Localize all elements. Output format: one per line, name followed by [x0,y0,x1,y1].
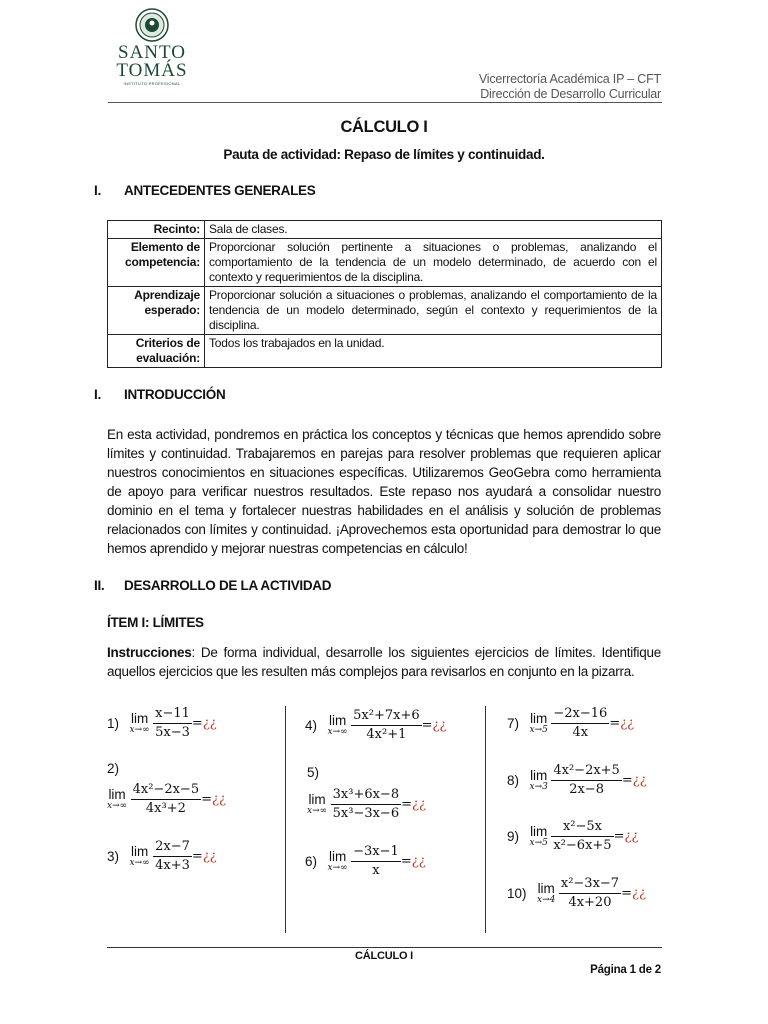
footer-title: CÁLCULO I [354,950,414,962]
limit-operator [530,769,548,792]
item-title: ÍTEM I: LÍMITES [107,615,204,630]
table-label: Aprendizaje esperado: [108,287,205,335]
lim-text: lim [130,711,149,726]
equals-sign: = [609,716,621,731]
limit-subscript: x→∞ [327,863,348,873]
table-label: Recinto: [108,221,205,239]
table-value: Proporcionar solución pertinente a situaciones o problemas, analizando el comportamiento de la tendencia de un modelo determinado, de acuerdo con el contexto y requerimientos de la disciplina. [205,239,662,287]
footer-divider [107,947,662,948]
logo-name-line2: TOMÁS [116,60,188,81]
section-label: INTRODUCCIÓN [124,387,226,402]
denominator: 4x+3 [155,858,190,873]
fraction [153,705,192,742]
instructions-label: Instrucciones [107,645,192,660]
fraction [551,705,609,742]
equals-sign: = [400,854,412,869]
equals-sign: = [191,716,203,731]
lim-text: lim [108,787,126,802]
institution-logo [104,8,200,104]
exercise-7 [507,705,634,742]
table-row [108,287,662,335]
fraction [559,875,621,912]
exercise-6 [305,843,426,880]
answer-placeholder: ¿¿ [411,854,426,869]
page-subtitle: Pauta de actividad: Repaso de límites y continuidad. [223,147,545,162]
limit-operator [130,712,150,735]
table-label: Elemento de competencia: [108,239,205,287]
equals-sign: = [191,849,203,864]
header-office-line1: Vicerrectoría Académica IP – CFT [478,72,661,86]
answer-placeholder: ¿¿ [202,716,217,731]
limit-subscript: x→5 [529,838,548,848]
limit-subscript: x→5 [529,725,548,735]
limit-subscript: x→∞ [307,806,328,816]
answer-placeholder: ¿¿ [432,718,447,733]
denominator: 5x−3 [155,725,190,740]
equals-sign: = [421,718,433,733]
page-title: CÁLCULO I [340,118,428,136]
equals-sign: = [621,886,632,901]
denominator: 4x+20 [568,895,612,910]
header-office-line2: Dirección de Desarrollo Curricular [480,87,661,101]
exercise-number: 2) [107,761,120,776]
denominator: 4x²+1 [366,727,407,742]
exercise-number: 9) [507,829,520,844]
exercise-number: 10) [507,886,527,901]
limit-subscript: x→3 [529,782,548,792]
table-row [108,335,662,368]
instructions-text: : De forma individual, desarrolle los siguientes ejercicios de límites. Identifique aquellos ejercicios que les resulten más complejos para revisarlos en conjunto en la pizarra. [107,645,661,679]
table-value: Sala de clases. [205,221,662,239]
column-divider [485,706,486,933]
exercise-number: 7) [507,716,520,731]
seal-icon [135,8,169,42]
denominator: 2x−8 [569,782,604,797]
equals-sign: = [201,792,213,807]
exercise-10 [507,875,646,912]
numerator: −2x−16 [551,705,609,724]
answer-placeholder: ¿¿ [412,797,426,812]
numerator: 4x²−2x−5 [131,781,201,800]
denominator: x [372,863,380,878]
exercise-number: 4) [305,718,318,733]
answer-placeholder: ¿¿ [624,829,639,844]
section-heading-desarrollo [94,578,331,593]
numerator: 2x−7 [153,838,192,857]
limit-subscript: x→∞ [327,727,348,737]
answer-placeholder: ¿¿ [631,886,646,901]
exercise-number: 1) [107,716,120,731]
intro-paragraph: En esta actividad, pondremos en práctica los conceptos y técnicas que hemos aprendido sobre límites y continuidad. Trabajaremos en parejas para resolver problemas que requieren aplicar nuestros conocimientos en situaciones específicas. Utilizaremos GeoGebra como herramienta de apoyo para verificar nuestros resultados. Este repaso nos ayudará a consolidar nuestro dominio en el tema y fortalecer nuestras habilidades en el análisis y solución de problemas relacionados con límites y continuidad. ¡Aprovechemos esta oportunidad para demostrar lo que hemos aprendido y mejorar nuestras competencias en cálculo! [107,427,661,556]
lim-text: lim [530,711,548,726]
table-label: Criterios de evaluación: [108,335,205,368]
limit-subscript: x→∞ [129,858,150,868]
instructions-paragraph [107,643,661,681]
exercise-3 [107,838,217,875]
exercise-4 [305,707,446,744]
denominator: 4x³+2 [145,801,186,816]
exercise-1 [107,705,217,742]
answer-placeholder: ¿¿ [632,773,647,788]
lim-text: lim [530,824,548,839]
table-value: Proporcionar solución a situaciones o problemas, analizando el comportamiento de la tendencia de un modelo determinado, según el contexto y requerimientos de la disciplina. [205,287,662,335]
limit-operator [130,845,150,868]
logo-name-line1: SANTO [118,42,186,63]
denominator: x²−6x+5 [553,838,612,853]
column-divider [285,706,286,933]
denominator: 4x [572,725,589,740]
numerator: x²−3x−7 [559,875,621,894]
numerator: 5x²+7x+6 [351,707,421,726]
limit-operator [328,850,348,873]
exercise-2 [107,781,226,818]
lim-text: lim [328,713,347,728]
exercise-number: 6) [305,854,318,869]
limit-operator [537,882,555,905]
logo-tagline: INSTITUTO PROFESIONAL [123,81,181,86]
fraction [551,818,613,855]
header-divider [108,102,662,103]
fraction [131,781,201,818]
table-value: Todos los trabajados en la unidad. [205,335,662,368]
section-number: I. [94,387,101,402]
section-heading-introduccion [94,387,225,402]
equals-sign: = [621,773,633,788]
denominator: 5x³−3x−6 [332,806,400,821]
numerator: −3x−1 [351,843,401,862]
section-number: II. [94,578,105,593]
lim-text: lim [537,881,555,896]
limit-operator [107,788,127,811]
exercise-5 [307,786,426,823]
answer-placeholder: ¿¿ [620,716,635,731]
section-label: ANTECEDENTES GENERALES [124,183,316,198]
lim-text: lim [308,792,326,807]
exercise-9 [507,818,638,855]
exercise-number: 8) [507,773,520,788]
fraction [351,707,421,744]
section-heading-antecedentes [94,183,315,198]
fraction [331,786,401,823]
limit-operator [530,712,548,735]
answer-placeholder: ¿¿ [202,849,217,864]
equals-sign: = [401,797,413,812]
page-number: Página 1 de 2 [590,964,661,976]
limit-subscript: x→∞ [129,725,150,735]
limit-subscript: x→∞ [107,801,128,811]
answer-placeholder: ¿¿ [212,792,226,807]
exercise-number: 3) [107,849,120,864]
fraction [351,843,401,880]
fraction [153,838,192,875]
lim-text: lim [328,849,347,864]
section-number: I. [94,183,101,198]
limit-operator [307,793,327,816]
section-label: DESARROLLO DE LA ACTIVIDAD [124,578,332,593]
table-row [108,239,662,287]
numerator: x²−5x [551,818,613,837]
numerator: x−11 [153,705,192,724]
general-info-table [107,220,662,368]
lim-text: lim [530,768,548,783]
limit-operator [530,825,548,848]
lim-text: lim [130,844,149,859]
equals-sign: = [613,829,625,844]
numerator: 3x³+6x−8 [331,786,401,805]
numerator: 4x²−2x+5 [551,762,621,781]
exercise-number: 5) [307,765,320,780]
table-row [108,221,662,239]
limit-operator [328,714,348,737]
exercise-8 [507,762,647,799]
limit-subscript: x→4 [537,895,556,905]
fraction [551,762,621,799]
